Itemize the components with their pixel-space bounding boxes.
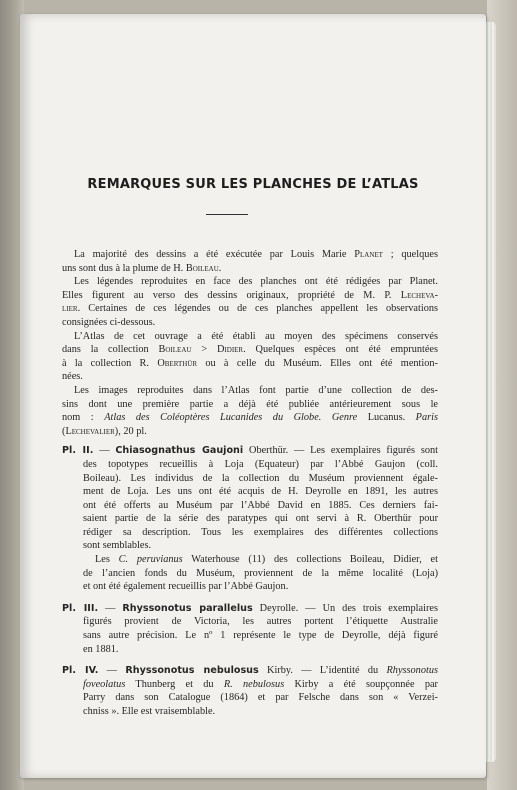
text-span: — — [98, 665, 126, 677]
text-span: ( — [62, 425, 66, 437]
species-name: Chiasognathus Gaujoni — [115, 445, 244, 457]
text-span: Deyrolle. — Un des trois exemplaires — [252, 602, 438, 614]
text-line: sins dont une première partie a déjà été publiée antérieurement sous le — [62, 398, 438, 410]
text-span: Waterhouse (11) des collections Boileau, Didier, et — [182, 554, 438, 566]
text-line: en 1881. — [83, 643, 119, 655]
text-span: Lucanus. — [357, 412, 416, 424]
text-span: Elles figurent au verso des dessins originaux, propriété de M. P. — [62, 289, 401, 301]
text-span: dans la collection — [62, 344, 159, 356]
text-span: La majorité des dessins a été exécutée par Louis Marie — [74, 249, 355, 260]
text-line: consignées ci-dessous. — [62, 316, 156, 328]
text-span: ou à celle du Muséum. Elles ont été mention- — [197, 357, 438, 369]
intro-paragraph-2 — [62, 275, 438, 329]
text-span: . Quelques espèces ont été empruntées — [243, 344, 438, 356]
text-span: — — [98, 602, 123, 614]
author-name: lier — [62, 303, 78, 315]
text-line: des topotypes recueillis à Loja (Equateur) par l’Abbé Gaujon (coll. — [83, 458, 438, 470]
author-name: Boileau — [185, 262, 219, 274]
text-line: chniss ». Elle est vraisemblable. — [83, 706, 216, 717]
text-line: ont été offerts au Muséum par l’Abbé David en 1885. Ces derniers fai- — [83, 499, 438, 511]
text-line: nées. — [62, 371, 83, 383]
publisher-city: Paris — [415, 412, 438, 424]
text-span: uns sont dus à la plume de H. — [62, 262, 186, 274]
collection-name: Oberthür — [157, 357, 197, 369]
intro-paragraph-3 — [62, 330, 438, 384]
text-line: de l’ancien fonds du Muséum, proviennent de la même localité (Loja) — [83, 567, 438, 579]
text-line: sont semblables. — [83, 540, 152, 552]
text-span: — — [93, 445, 116, 457]
species-name: Rhyssonotus nebulosus — [125, 665, 259, 677]
author-name: Planet — [354, 249, 383, 260]
text-span: . Certaines de ces légendes ou de ces planches appellent les observations — [77, 303, 438, 315]
plate-number: Pl. II. — [62, 445, 94, 457]
text-span: ; quelques — [382, 249, 438, 260]
species-name: foveolatus — [83, 678, 126, 690]
text-span: à la collection R. — [62, 357, 158, 369]
text-line: figurés provient de Victoria, les autres portent l’étiquette Australie — [83, 616, 438, 628]
species-name: Rhyssonotus parallelus — [122, 602, 253, 614]
text-line: ment de Loja. Les uns ont été acquis de H. Deyrolle en 1891, les autres — [83, 486, 438, 498]
text-line: Les images reproduites dans l’Atlas font partie d’une collection de des- — [74, 384, 438, 396]
text-span: . — [218, 262, 222, 274]
page-title: REMARQUES SUR LES PLANCHES DE L’ATLAS — [87, 177, 419, 192]
plate-number: Pl. III. — [62, 602, 99, 614]
plate-number: Pl. IV. — [62, 665, 99, 677]
plate-entry — [62, 444, 438, 594]
publisher-name: Lechevalier — [65, 425, 115, 437]
text-line: saient partie de la série des paratypes qui ont servi à R. Oberthür pour — [83, 513, 438, 525]
text-span: Thunberg et du — [125, 678, 224, 690]
page-body — [62, 248, 438, 719]
text-line: et ont été également recueillis par l’Abbé Gaujon. — [83, 581, 289, 593]
intro-paragraph-1 — [62, 248, 438, 275]
author-name: Lecheva- — [400, 289, 438, 301]
species-name: Rhyssonotus — [386, 665, 439, 677]
text-line: L’Atlas de cet ouvrage a été établi au moyen des spécimens conservés — [74, 330, 438, 342]
text-span: Kirby a été soupçonnée par — [284, 678, 438, 690]
text-line: sans autre précision. Le nº 1 représente le type de Deyrolle, déjà figuré — [83, 630, 438, 642]
text-line: Les légendes reproduites en face des planches ont été rédigées par Planet. — [74, 276, 438, 288]
intro-paragraph-4 — [62, 384, 438, 438]
book-title: Atlas des Coléoptères Lucanides du Globe. Genre — [104, 412, 358, 424]
text-span: Les — [95, 554, 119, 566]
text-span: Oberthür. — Les exemplaires figurés sont — [243, 445, 438, 457]
book-page — [20, 14, 486, 778]
text-line: Boileau). Les individus de la collection du Muséum proviennent égale- — [83, 472, 438, 484]
species-name: C. peruvianus — [118, 554, 183, 566]
text-span: ), 20 pl. — [114, 425, 147, 437]
text-span: nom : — [62, 412, 105, 424]
collection-name: Boileau > Didier — [158, 344, 244, 356]
title-divider — [206, 214, 248, 215]
text-line: Parry dans son Catalogue (1864) et par Felsche dans son « Verzei- — [83, 692, 438, 704]
species-name: R. nebulosus — [223, 678, 285, 690]
plate-entry — [62, 602, 438, 656]
plate-entry — [62, 664, 438, 718]
text-span: Kirby. — L’identité du — [258, 665, 387, 677]
text-line: rédiger sa description. Tous les exemplaires des différentes collections — [83, 526, 438, 538]
